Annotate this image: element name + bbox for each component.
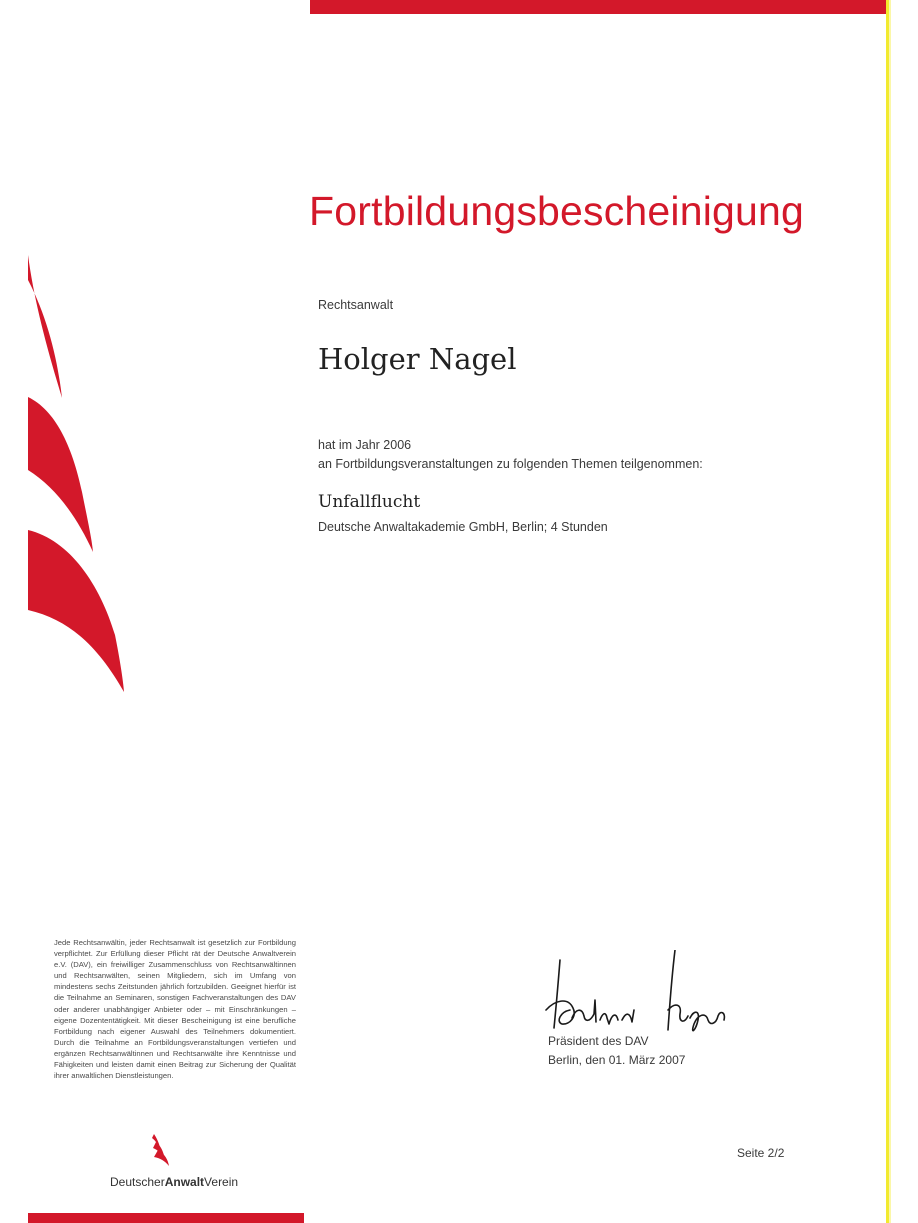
intro-line: an Fortbildungsveranstaltungen zu folgenden Themen teilgenommen: bbox=[318, 457, 703, 471]
course-provider: Deutsche Anwaltakademie GmbH, Berlin; 4 Stunden bbox=[318, 520, 608, 534]
logo-text-part1: Deutscher bbox=[110, 1175, 165, 1189]
recipient-name: Holger Nagel bbox=[318, 342, 517, 376]
dav-wings-logo-icon bbox=[150, 1132, 174, 1168]
red-wings-decoration bbox=[0, 240, 160, 710]
course-topic: Unfallflucht bbox=[318, 492, 421, 512]
bottom-red-bar bbox=[28, 1213, 304, 1223]
honorific-label: Rechtsanwalt bbox=[318, 298, 394, 312]
page-number: Seite 2/2 bbox=[737, 1146, 785, 1160]
top-red-bar bbox=[310, 0, 888, 14]
dav-logo-text bbox=[110, 1175, 238, 1189]
place-and-date: Berlin, den 01. März 2007 bbox=[548, 1053, 686, 1067]
certificate-title: Fortbildungsbescheinigung bbox=[309, 188, 805, 234]
signatory-role: Präsident des DAV bbox=[548, 1034, 649, 1048]
scan-edge-yellow-light bbox=[889, 0, 891, 1223]
legal-notice: Jede Rechtsanwältin, jeder Rechtsanwalt ist gesetzlich zur Fortbildung verpflichtet. Zur Erfüllung dieser Pflicht rät der Deutsche Anwaltverein e.V. (DAV), ein freiwilliger Zusammenschluss von Rechtsanwältinnen und Rechtsanwälten, seinen Mitgliedern, sich im Umfang von mindestens sechs Zeitstunden jährlich fortzubilden. Geeignet hierfür ist die Teilnahme an Seminaren, sonstigen Fachveranstaltungen des DAV oder anderer unabhängiger Anbieter oder – mit Einschränkungen – eigene Dozententätigkeit. Mit dieser Bescheinigung ist eine berufliche Fortbildung nach eigener Auswahl des Teilnehmers dokumentiert. Durch die Teilnahme an Fortbildungsveranstaltungen vertiefen und ergänzen Rechtsanwältinnen und Rechtsanwälte ihre Kenntnisse und Fähigkeiten und leisten damit einen Beitrag zur Sicherung der Qualität ihrer anwaltlichen Dienstleistungen. bbox=[54, 938, 296, 1081]
handwritten-signature bbox=[540, 950, 730, 1040]
year-line: hat im Jahr 2006 bbox=[318, 438, 412, 452]
logo-text-part2: Anwalt bbox=[164, 1175, 205, 1189]
logo-text-part3: Verein bbox=[204, 1175, 239, 1189]
